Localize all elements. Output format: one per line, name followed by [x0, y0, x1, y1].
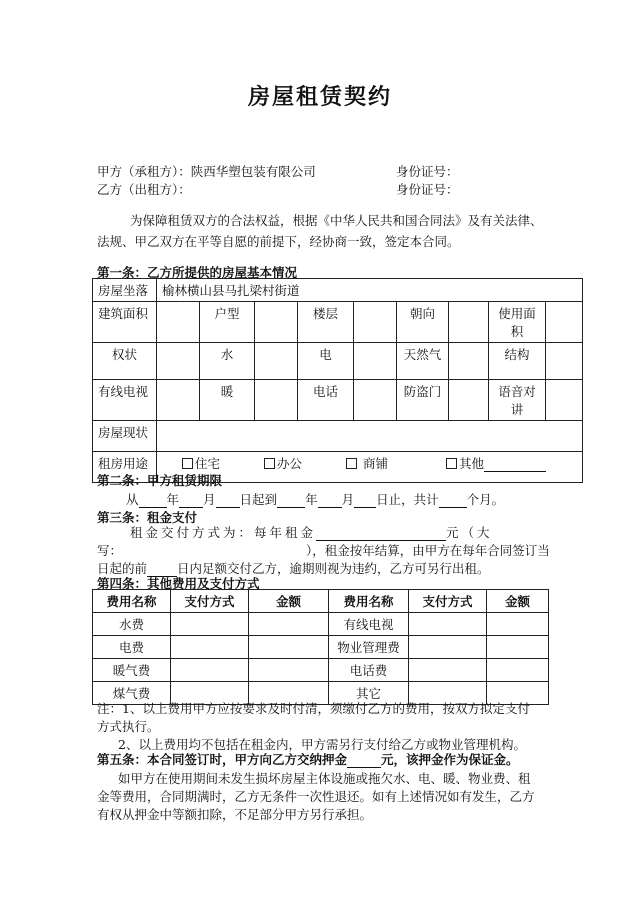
- fee-item: 水费: [93, 613, 171, 636]
- cell-label: 有线电视: [93, 380, 157, 421]
- header-payment-method: 支付方式: [409, 590, 487, 613]
- table-row: [93, 613, 549, 636]
- article-3-title: 第三条：租金支付: [97, 510, 198, 525]
- party-a-id: 身份证号：: [396, 164, 459, 179]
- document-title: 房屋租赁契约: [247, 85, 392, 110]
- cell-label: 语音对讲: [489, 380, 546, 421]
- location-value: 榆林横山县马扎梁村街道: [157, 279, 583, 302]
- fee-item: 煤气费: [93, 682, 171, 705]
- fee-item: 其它: [329, 682, 409, 705]
- fee-item: 有线电视: [329, 613, 409, 636]
- cell-label: 使用面积: [489, 302, 546, 343]
- cell-label: 朝向: [397, 302, 449, 343]
- cell-label: 水: [200, 343, 255, 380]
- article-5-title: 第五条：本合同签订时，甲方向乙方交纳押金 元，该押金作为保证金。: [97, 752, 519, 767]
- cell-label: 结构: [489, 343, 546, 380]
- article-5-body-2: 金等费用，合同期满时，乙方无条件一次性退还。如有上述情况如有发生，乙方: [97, 789, 535, 804]
- use-option-shop[interactable]: 商铺: [346, 454, 442, 472]
- note-1-line-2: 方式执行。: [97, 719, 160, 734]
- party-a: 甲方（承租方）：陕西华塑包装有限公司: [97, 164, 316, 179]
- header-amount: 金额: [249, 590, 329, 613]
- rent-line-2: 写： ），租金按年结算，由甲方在每年合同签订当: [97, 543, 550, 558]
- fees-table: [92, 589, 549, 705]
- party-b-id: 身份证号：: [396, 182, 459, 197]
- header-fee-name: 费用名称: [93, 590, 171, 613]
- intro-line-1: 为保障租赁双方的合法权益，根据《中华人民共和国合同法》及有关法律、: [130, 213, 543, 228]
- house-info-table: [92, 278, 583, 483]
- header-amount: 金额: [487, 590, 549, 613]
- use-label: 租房用途: [93, 452, 157, 483]
- rent-line-1: 租金交付方式为：每年租金 元（大: [130, 525, 493, 540]
- cell-label: 电话: [298, 380, 354, 421]
- cell-label: 户型: [200, 302, 255, 343]
- fee-item: 电费: [93, 636, 171, 659]
- article-5-body-1: 如甲方在使用期间未发生损坏房屋主体设施或拖欠水、电、暖、物业费、租: [118, 771, 531, 786]
- use-option-other[interactable]: 其他: [446, 456, 546, 471]
- article-2-title: 第二条：甲方租赁期限: [97, 473, 223, 488]
- status-label: 房屋现状: [93, 421, 157, 452]
- rent-line-3: 日起的前 日内足额交付乙方，逾期则视为违约，乙方可另行出租。: [97, 561, 490, 576]
- cell-label: 建筑面积: [93, 302, 157, 343]
- table-row: [93, 659, 549, 682]
- fee-item: 暖气费: [93, 659, 171, 682]
- intro-line-2: 法规、甲乙双方在平等自愿的前提下，经协商一致，签定本合同。: [97, 234, 460, 249]
- fee-item: 电话费: [329, 659, 409, 682]
- use-option-office[interactable]: 办公: [264, 454, 342, 472]
- header-fee-name: 费用名称: [329, 590, 409, 613]
- header-payment-method: 支付方式: [171, 590, 249, 613]
- fee-item: 物业管理费: [329, 636, 409, 659]
- cell-label: 防盗门: [397, 380, 449, 421]
- location-label: 房屋坐落: [93, 279, 157, 302]
- cell-label: 楼层: [298, 302, 354, 343]
- use-option-residential[interactable]: 住宅: [182, 454, 260, 472]
- party-b: 乙方（出租方）：: [97, 182, 191, 197]
- cell-label: 电: [298, 343, 354, 380]
- cell-label: 暖: [200, 380, 255, 421]
- cell-label: 权状: [93, 343, 157, 380]
- note-1-line-1: 注：1、以上费用甲方应按要求及时付清，须缴付乙方的费用，按双方拟定支付: [97, 701, 530, 716]
- cell-label: 天然气: [397, 343, 449, 380]
- article-4-title: 第四条：其他费用及支付方式: [97, 576, 260, 591]
- note-2: 2、以上费用均不包括在租金内，甲方需另行支付给乙方或物业管理机构。: [118, 737, 526, 752]
- article-1-title: 第一条：乙方所提供的房屋基本情况: [97, 265, 298, 280]
- table-row: [93, 636, 549, 659]
- article-5-body-3: 有权从押金中等额扣除，不足部分甲方另行承担。: [97, 807, 373, 822]
- lease-term: 从 年 月 日起到 年 月 日止，共计 个月。: [126, 492, 505, 507]
